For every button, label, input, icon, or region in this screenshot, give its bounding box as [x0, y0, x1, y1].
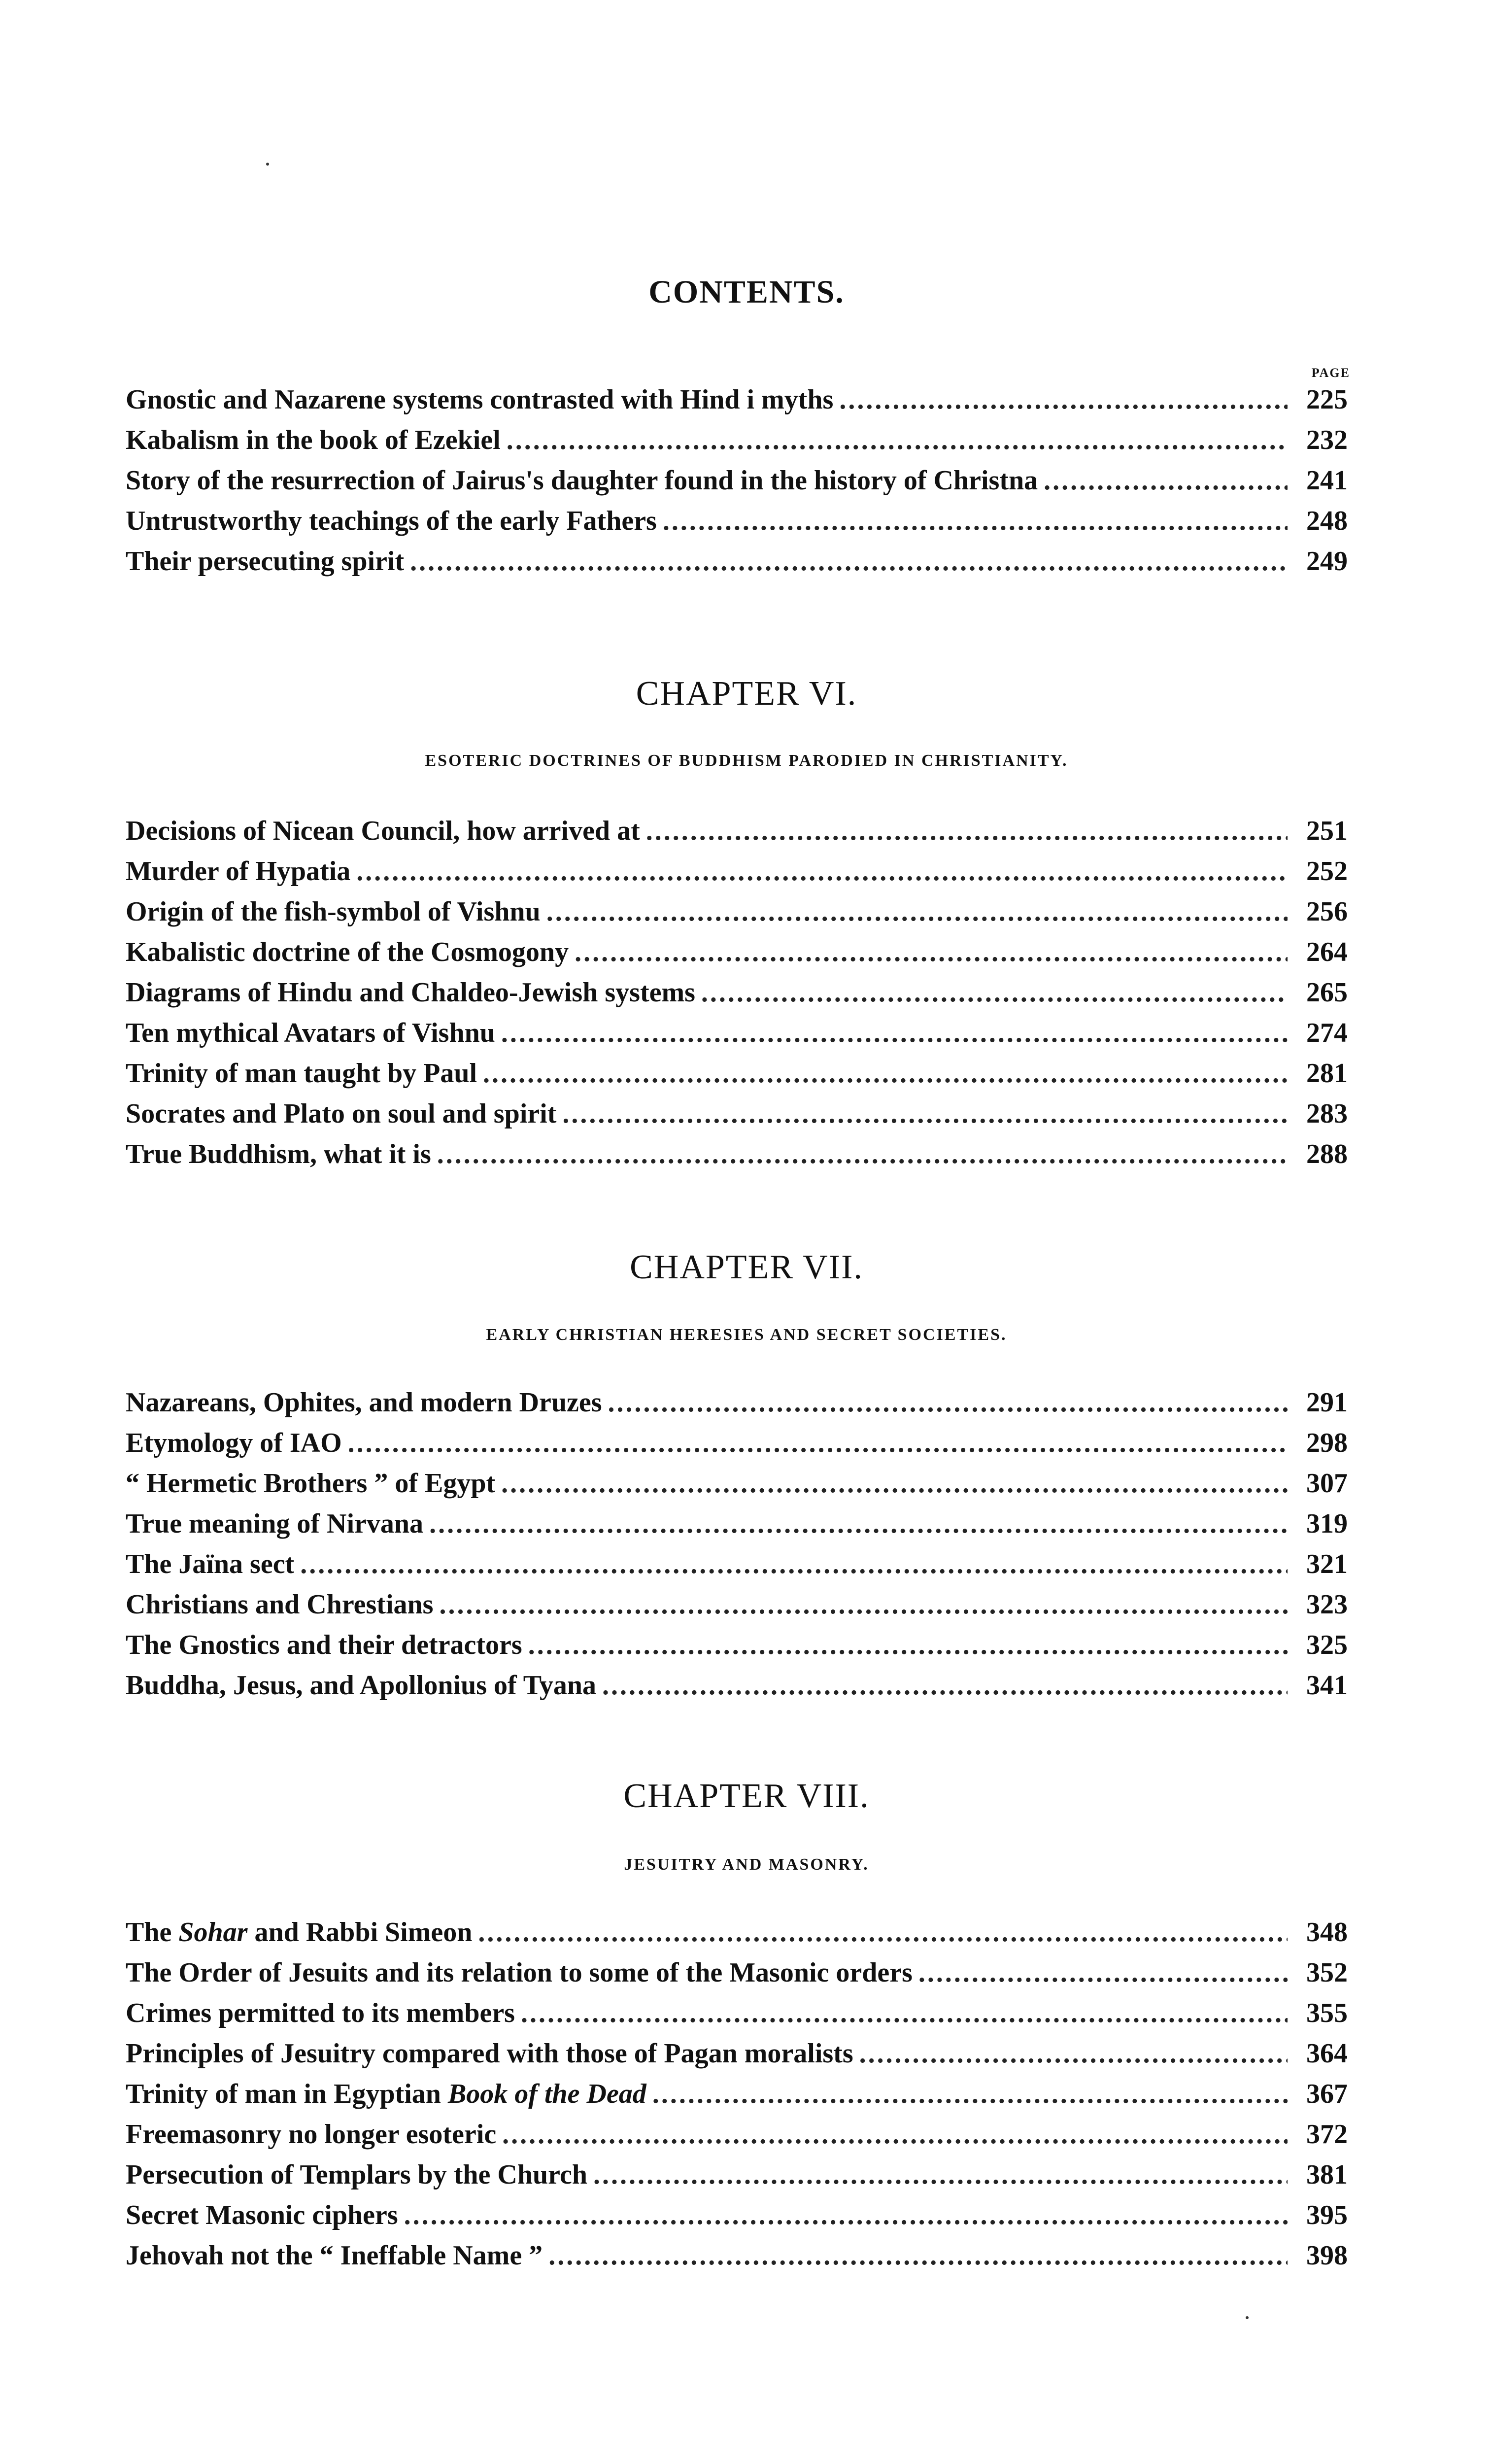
entry-title: The Jaïna sect: [126, 1549, 295, 1579]
chapter-title: CHAPTER VII.: [630, 1248, 863, 1286]
chapter-subtitle: ESOTERIC DOCTRINES OF BUDDHISM PARODIED IN CHRISTIANITY.: [425, 752, 1068, 770]
dot-leader: [652, 2074, 1288, 2114]
entry-page: 291: [1306, 1387, 1348, 1418]
entry-page: 367: [1306, 2079, 1348, 2109]
entry-page: 281: [1306, 1058, 1348, 1089]
entry-page: 319: [1306, 1508, 1348, 1539]
entry-page: 274: [1306, 1018, 1348, 1048]
entry-page: 348: [1306, 1917, 1348, 1948]
entry-title: Kabalism in the book of Ezekiel: [126, 425, 501, 455]
entry-title: Ten mythical Avatars of Vishnu: [126, 1018, 495, 1048]
dot-leader: [575, 932, 1288, 972]
entry-title: Christians and Chrestians: [126, 1589, 434, 1620]
entry-title: “ Hermetic Brothers ” of Egypt: [126, 1468, 496, 1499]
entry-title-emphasis: Book of the Dead: [447, 2079, 646, 2109]
dot-leader: [478, 1912, 1288, 1952]
entry-title: Diagrams of Hindu and Chaldeo-Jewish systems: [126, 977, 695, 1008]
entry-title: Jehovah not the “ Ineffable Name ”: [126, 2240, 543, 2271]
dot-leader: [404, 2195, 1288, 2235]
entry-page: 232: [1306, 425, 1348, 455]
entry-page: 264: [1306, 937, 1348, 967]
dot-leader: [501, 1463, 1288, 1504]
entry-title: Story of the resurrection of Jairus's daughter found in the history of Christna: [126, 465, 1038, 496]
toc-entry: [126, 1993, 1348, 2033]
dot-leader: [502, 2114, 1288, 2155]
entry-title: True meaning of Nirvana: [126, 1508, 424, 1539]
dot-leader: [410, 541, 1288, 582]
dot-leader: [429, 1504, 1288, 1544]
entry-title-suffix: and Rabbi Simeon: [247, 1917, 473, 1948]
entry-title: Crimes permitted to its members: [126, 1998, 515, 2028]
entry-page: 265: [1306, 977, 1348, 1008]
entry-page: 325: [1306, 1630, 1348, 1660]
toc-entry: [126, 1134, 1348, 1174]
toc-entry: [126, 460, 1348, 501]
dot-leader: [437, 1134, 1288, 1174]
toc-entry: [126, 851, 1348, 891]
toc-entry: [126, 541, 1348, 582]
entry-title: [126, 1912, 472, 1952]
toc-entry: [126, 1504, 1348, 1544]
dot-leader: [528, 1625, 1288, 1665]
entry-page: 249: [1306, 546, 1348, 577]
toc-entry: [126, 1952, 1348, 1993]
toc-entry: [126, 2033, 1348, 2074]
entry-page: 307: [1306, 1468, 1348, 1499]
entry-page: 248: [1306, 506, 1348, 536]
entry-page: 398: [1306, 2240, 1348, 2271]
entry-title: Principles of Jesuitry compared with those of Pagan moralists: [126, 2038, 853, 2069]
entry-title: Nazareans, Ophites, and modern Druzes: [126, 1387, 602, 1418]
dot-leader: [918, 1952, 1288, 1993]
toc-entry: [126, 2235, 1348, 2276]
toc-entry: [126, 1544, 1348, 1584]
entry-page: 251: [1306, 816, 1348, 846]
toc-entry: [126, 420, 1348, 460]
dot-leader: [548, 2235, 1288, 2276]
entry-page: 341: [1306, 1670, 1348, 1701]
entry-page: 323: [1306, 1589, 1348, 1620]
entry-page: 225: [1306, 384, 1348, 415]
entry-title: Murder of Hypatia: [126, 856, 351, 887]
dot-leader: [839, 379, 1288, 420]
toc-entry: [126, 1625, 1348, 1665]
toc-entry: [126, 811, 1348, 851]
dot-leader: [663, 501, 1288, 541]
entry-page: 288: [1306, 1139, 1348, 1169]
page-speck: [1246, 2316, 1249, 2319]
toc-entry: [126, 1665, 1348, 1706]
entry-page: 241: [1306, 465, 1348, 496]
chapter-subtitle: JESUITRY AND MASONRY.: [624, 1855, 869, 1874]
entry-title: The Order of Jesuits and its relation to some of the Masonic orders: [126, 1957, 913, 1988]
entry-title: Untrustworthy teachings of the early Fathers: [126, 506, 657, 536]
dot-leader: [507, 420, 1288, 460]
toc-entry: [126, 379, 1348, 420]
entry-page: 372: [1306, 2119, 1348, 2150]
entry-title: Socrates and Plato on soul and spirit: [126, 1098, 557, 1129]
entry-page: 395: [1306, 2200, 1348, 2230]
toc-entry: [126, 1423, 1348, 1463]
toc-entry: [126, 1053, 1348, 1094]
dot-leader: [593, 2155, 1288, 2195]
toc-entry: [126, 1013, 1348, 1053]
dot-leader: [1044, 460, 1288, 501]
page-column-label: PAGE: [1311, 366, 1350, 380]
dot-leader: [521, 1993, 1288, 2033]
entry-title-prefix: The: [126, 1917, 179, 1948]
dot-leader: [348, 1423, 1288, 1463]
dot-leader: [356, 851, 1288, 891]
entry-title: True Buddhism, what it is: [126, 1139, 431, 1169]
dot-leader: [483, 1053, 1288, 1094]
entry-page: 355: [1306, 1998, 1348, 2028]
dot-leader: [546, 891, 1288, 932]
entry-title: Secret Masonic ciphers: [126, 2200, 398, 2230]
toc-entry: [126, 501, 1348, 541]
entry-page: 252: [1306, 856, 1348, 887]
entry-title: Their persecuting spirit: [126, 546, 405, 577]
entry-page: 352: [1306, 1957, 1348, 1988]
entry-page: 381: [1306, 2159, 1348, 2190]
entry-title: Freemasonry no longer esoteric: [126, 2119, 497, 2150]
toc-entry: [126, 932, 1348, 972]
entry-title: Buddha, Jesus, and Apollonius of Tyana: [126, 1670, 597, 1701]
entry-page: 364: [1306, 2038, 1348, 2069]
chapter-title: CHAPTER VIII.: [623, 1777, 870, 1815]
entry-title: Decisions of Nicean Council, how arrived at: [126, 816, 640, 846]
toc-entry: [126, 891, 1348, 932]
chapter-title: CHAPTER VI.: [636, 675, 857, 713]
chapter-subtitle: EARLY CHRISTIAN HERESIES AND SECRET SOCIETIES.: [486, 1326, 1007, 1344]
toc-entry: [126, 2074, 1348, 2114]
dot-leader: [602, 1665, 1288, 1706]
dot-leader: [300, 1544, 1288, 1584]
entry-page: 321: [1306, 1549, 1348, 1579]
page-title: CONTENTS.: [648, 274, 845, 310]
entry-title-emphasis: Sohar: [178, 1917, 248, 1948]
dot-leader: [439, 1584, 1288, 1625]
dot-leader: [646, 811, 1288, 851]
entry-title: Trinity of man taught by Paul: [126, 1058, 477, 1089]
toc-entry: [126, 1094, 1348, 1134]
entry-title: Origin of the fish-symbol of Vishnu: [126, 896, 541, 927]
page-speck: [266, 163, 269, 166]
dot-leader: [701, 972, 1288, 1013]
toc-entry: [126, 1912, 1348, 1952]
entry-title: Persecution of Templars by the Church: [126, 2159, 587, 2190]
entry-title: Gnostic and Nazarene systems contrasted with Hind i myths: [126, 384, 834, 415]
entry-title: [126, 2074, 646, 2114]
dot-leader: [608, 1382, 1288, 1423]
toc-entry: [126, 1463, 1348, 1504]
dot-leader: [501, 1013, 1288, 1053]
entry-page: 298: [1306, 1428, 1348, 1458]
toc-entry: [126, 1584, 1348, 1625]
entry-title-prefix: Trinity of man in Egyptian: [126, 2079, 448, 2109]
entry-title: The Gnostics and their detractors: [126, 1630, 522, 1660]
toc-entry: [126, 2155, 1348, 2195]
dot-leader: [859, 2033, 1288, 2074]
entry-page: 283: [1306, 1098, 1348, 1129]
toc-entry: [126, 1382, 1348, 1423]
toc-entry: [126, 2195, 1348, 2235]
toc-entry: [126, 2114, 1348, 2155]
entry-title: Kabalistic doctrine of the Cosmogony: [126, 937, 569, 967]
dot-leader: [562, 1094, 1288, 1134]
entry-title: Etymology of IAO: [126, 1428, 342, 1458]
entry-page: 256: [1306, 896, 1348, 927]
toc-entry: [126, 972, 1348, 1013]
